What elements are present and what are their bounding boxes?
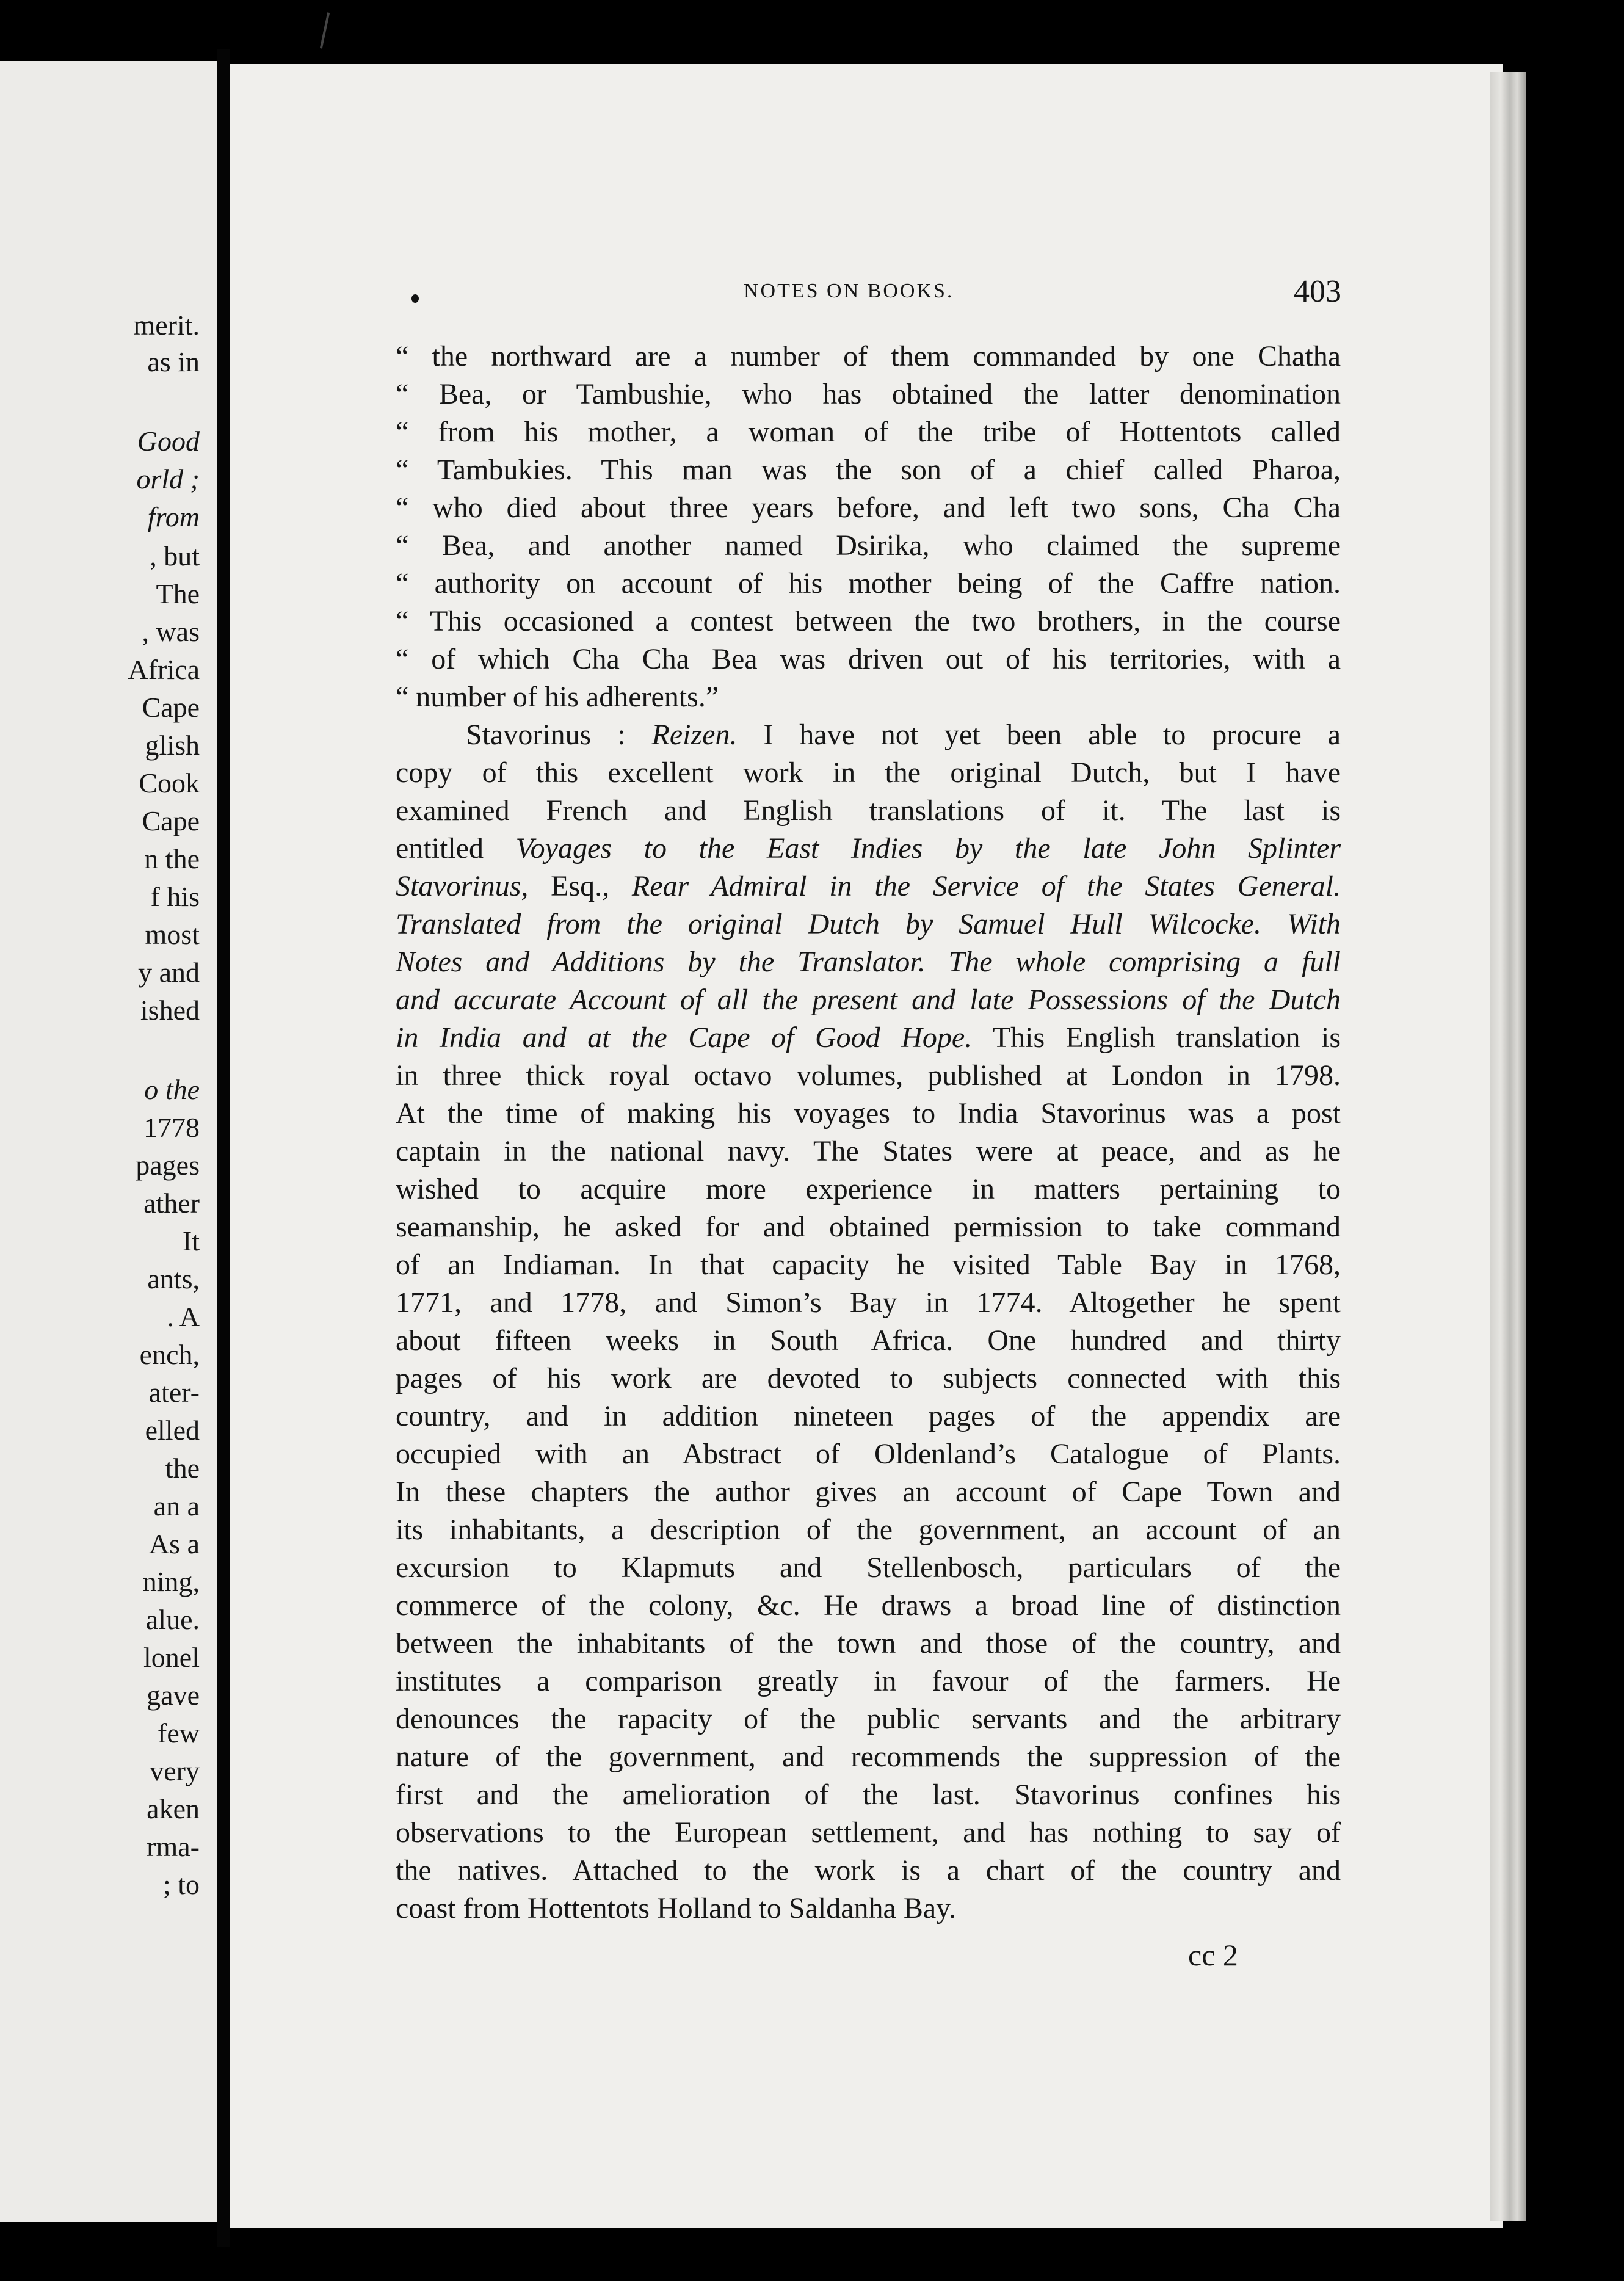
text-segment: “ This occasioned a contest between the two brothers, in the course [396, 605, 1341, 637]
signature-mark: cc 2 [1188, 1938, 1238, 1972]
text-segment: commerce of the colony, &c. He draws a broad line of distinction [396, 1589, 1341, 1622]
text-line [396, 1814, 1341, 1852]
text-line [396, 792, 1341, 830]
text-line [396, 716, 1341, 754]
text-segment: In these chapters the author gives an account of Cape Town and [396, 1476, 1341, 1508]
previous-page-fragment: ; to [162, 1869, 200, 1900]
book-gutter [217, 49, 230, 2247]
text-segment: between the inhabitants of the town and those of the country, and [396, 1627, 1341, 1659]
text-segment: “ Bea, and another named Dsirika, who claimed the supreme [396, 529, 1341, 562]
text-line [396, 1360, 1341, 1398]
text-line [396, 1398, 1341, 1435]
text-line [396, 565, 1341, 603]
text-segment: captain in the national navy. The States were at peace, and as he [396, 1135, 1341, 1167]
previous-page-fragment: very [150, 1755, 200, 1786]
text-segment: copy of this excellent work in the original Dutch, but I have [396, 756, 1341, 789]
previous-page-fragment: aken [147, 1793, 200, 1824]
italic-text: Translated from the original Dutch by Samuel Hull Wilcocke. With [396, 908, 1341, 940]
previous-page-fragment: ench, [139, 1339, 200, 1370]
text-line [396, 1019, 1341, 1057]
previous-page-fragment: alue. [145, 1604, 200, 1635]
previous-page-fragment: Africa [128, 654, 200, 685]
text-segment: This English translation is [972, 1021, 1341, 1054]
previous-page [0, 61, 217, 2222]
text-segment: country, and in addition nineteen pages of the appendix are [396, 1400, 1341, 1432]
text-line [396, 1890, 1341, 1927]
text-line [396, 375, 1341, 413]
previous-page-fragment: pages [136, 1150, 200, 1181]
text-segment: occupied with an Abstract of Oldenland’s Catalogue of Plants. [396, 1438, 1341, 1470]
text-line [396, 527, 1341, 565]
previous-page-fragment: ished [140, 995, 200, 1026]
previous-page-fragment: an a [153, 1490, 200, 1521]
text-segment: At the time of making his voyages to India Stavorinus was a post [396, 1097, 1341, 1130]
previous-page-fragment: , but [150, 540, 200, 571]
previous-page-fragment: most [145, 919, 200, 950]
text-line [396, 678, 1341, 716]
text-segment: Stavorinus : [466, 719, 652, 751]
text-segment: in three thick royal octavo volumes, published at London in 1798. [396, 1059, 1341, 1092]
text-line [396, 1549, 1341, 1587]
text-segment: seamanship, he asked for and obtained permission to take command [396, 1211, 1341, 1243]
text-line [396, 1246, 1341, 1284]
scan-scratch [320, 12, 330, 49]
previous-page-fragment: It [182, 1225, 200, 1257]
text-line [396, 1511, 1341, 1549]
text-line [396, 1663, 1341, 1700]
text-segment: the natives. Attached to the work is a chart of the country and [396, 1854, 1341, 1887]
text-line [396, 868, 1341, 905]
text-line [396, 1208, 1341, 1246]
previous-page-fragment: as in [147, 346, 200, 377]
italic-text: Reizen. [651, 719, 738, 751]
text-line [396, 413, 1341, 451]
text-segment: wished to acquire more experience in matters pertaining to [396, 1173, 1341, 1205]
italic-text: Voyages to the East Indies by the late John Splinter [515, 832, 1341, 865]
previous-page-fragment: glish [145, 730, 200, 761]
previous-page-fragment: ather [143, 1188, 200, 1219]
previous-page-fragment: elled [145, 1415, 200, 1446]
text-line [396, 1852, 1341, 1890]
text-segment: coast from Hottentots Holland to Saldanha Bay. [396, 1892, 957, 1924]
previous-page-fragment: n the [144, 843, 200, 874]
previous-page-fragment: orld ; [136, 463, 200, 495]
previous-page-fragment: gave [147, 1680, 200, 1711]
text-segment: “ the northward are a number of them commanded by one Chatha [396, 340, 1341, 372]
text-segment: Esq., [551, 870, 610, 902]
previous-page-fragment: the [165, 1452, 200, 1484]
text-segment: pages of his work are devoted to subjects connected with this [396, 1362, 1341, 1394]
text-line [396, 830, 1341, 868]
text-line [396, 338, 1341, 375]
text-line [396, 451, 1341, 489]
previous-page-fragment: y and [138, 957, 200, 988]
previous-page-fragment: ants, [147, 1263, 200, 1294]
text-segment: excursion to Klapmuts and Stellenbosch, particulars of the [396, 1551, 1341, 1584]
previous-page-fragment: Cape [142, 805, 200, 836]
previous-page-fragment: The [156, 578, 200, 609]
text-line [396, 1057, 1341, 1095]
text-line [396, 943, 1341, 981]
previous-page-fragment: lonel [143, 1642, 200, 1673]
previous-page-fragment: As a [148, 1528, 200, 1559]
italic-text: Stavorinus, [396, 870, 551, 902]
text-segment: I have not yet been able to procure a [737, 719, 1341, 751]
text-segment: “ who died about three years before, and left two sons, Cha Cha [396, 491, 1341, 524]
text-line [396, 1587, 1341, 1625]
text-line [396, 1435, 1341, 1473]
printer-mark [411, 294, 419, 303]
previous-page-fragment: from [147, 501, 200, 532]
italic-text: in India and at the Cape of Good Hope. [396, 1021, 973, 1054]
previous-page-fragment: ning, [142, 1566, 200, 1597]
previous-page-fragment: merit. [133, 310, 200, 341]
previous-page-fragment: ater- [148, 1377, 200, 1408]
text-segment: “ authority on account of his mother being of the Caffre nation. [396, 567, 1341, 600]
text-line [396, 905, 1341, 943]
previous-page-fragment: Cook [139, 767, 200, 799]
italic-text: and accurate Account of all the present and late Possessions of the Dutch [396, 984, 1341, 1016]
text-line [396, 754, 1341, 792]
page-edges [1490, 72, 1526, 2221]
previous-page-fragment: rma- [147, 1831, 200, 1862]
previous-page-fragment: f his [150, 881, 200, 912]
text-segment: “ from his mother, a woman of the tribe of Hottentots called [396, 416, 1341, 448]
italic-text: Notes and Additions by the Translator. The whole comprising a full [396, 946, 1341, 978]
previous-page-fragment: o the [144, 1074, 200, 1105]
text-segment: observations to the European settlement, and has nothing to say of [396, 1816, 1341, 1849]
body-text [396, 338, 1341, 1927]
text-line [396, 1738, 1341, 1776]
text-segment: entitled [396, 832, 516, 865]
text-segment: “ number of his adherents.” [396, 681, 719, 713]
text-line [396, 981, 1341, 1019]
text-segment: denounces the rapacity of the public servants and the arbitrary [396, 1703, 1341, 1735]
text-line [396, 1170, 1341, 1208]
text-line [396, 1322, 1341, 1360]
text-line [396, 1776, 1341, 1814]
text-line [396, 1625, 1341, 1663]
text-line [396, 1133, 1341, 1170]
text-line [396, 489, 1341, 527]
text-segment: 1771, and 1778, and Simon’s Bay in 1774. Altogether he spent [396, 1286, 1341, 1319]
text-line [396, 640, 1341, 678]
text-line [396, 603, 1341, 640]
italic-text: Rear Admiral in the Service of the States General. [609, 870, 1341, 902]
text-segment: nature of the government, and recommends the suppression of the [396, 1741, 1341, 1773]
text-line [396, 1095, 1341, 1133]
text-segment: of an Indiaman. In that capacity he visited Table Bay in 1768, [396, 1249, 1341, 1281]
text-segment: first and the amelioration of the last. Stavorinus confines his [396, 1779, 1341, 1811]
text-segment: “ Tambukies. This man was the son of a chief called Pharoa, [396, 454, 1341, 486]
text-line [396, 1284, 1341, 1322]
text-line [396, 1700, 1341, 1738]
previous-page-fragment: , was [142, 616, 200, 647]
text-segment: “ of which Cha Cha Bea was driven out of his territories, with a [396, 643, 1341, 675]
text-segment: its inhabitants, a description of the government, an account of an [396, 1514, 1341, 1546]
previous-page-fragment: Good [137, 426, 200, 457]
previous-page-fragment: few [158, 1717, 200, 1749]
text-segment: about fifteen weeks in South Africa. One hundred and thirty [396, 1324, 1341, 1357]
running-head: NOTES ON BOOKS. [744, 280, 954, 302]
page-number: 403 [1294, 274, 1341, 309]
previous-page-fragment: 1778 [143, 1112, 200, 1143]
text-segment: examined French and English translations of it. The last is [396, 794, 1341, 827]
text-segment: “ Bea, or Tambushie, who has obtained the latter denomination [396, 378, 1341, 410]
previous-page-fragment: . A [167, 1301, 200, 1332]
text-line [396, 1473, 1341, 1511]
text-segment: institutes a comparison greatly in favour of the farmers. He [396, 1665, 1341, 1697]
previous-page-fragment: Cape [142, 692, 200, 723]
